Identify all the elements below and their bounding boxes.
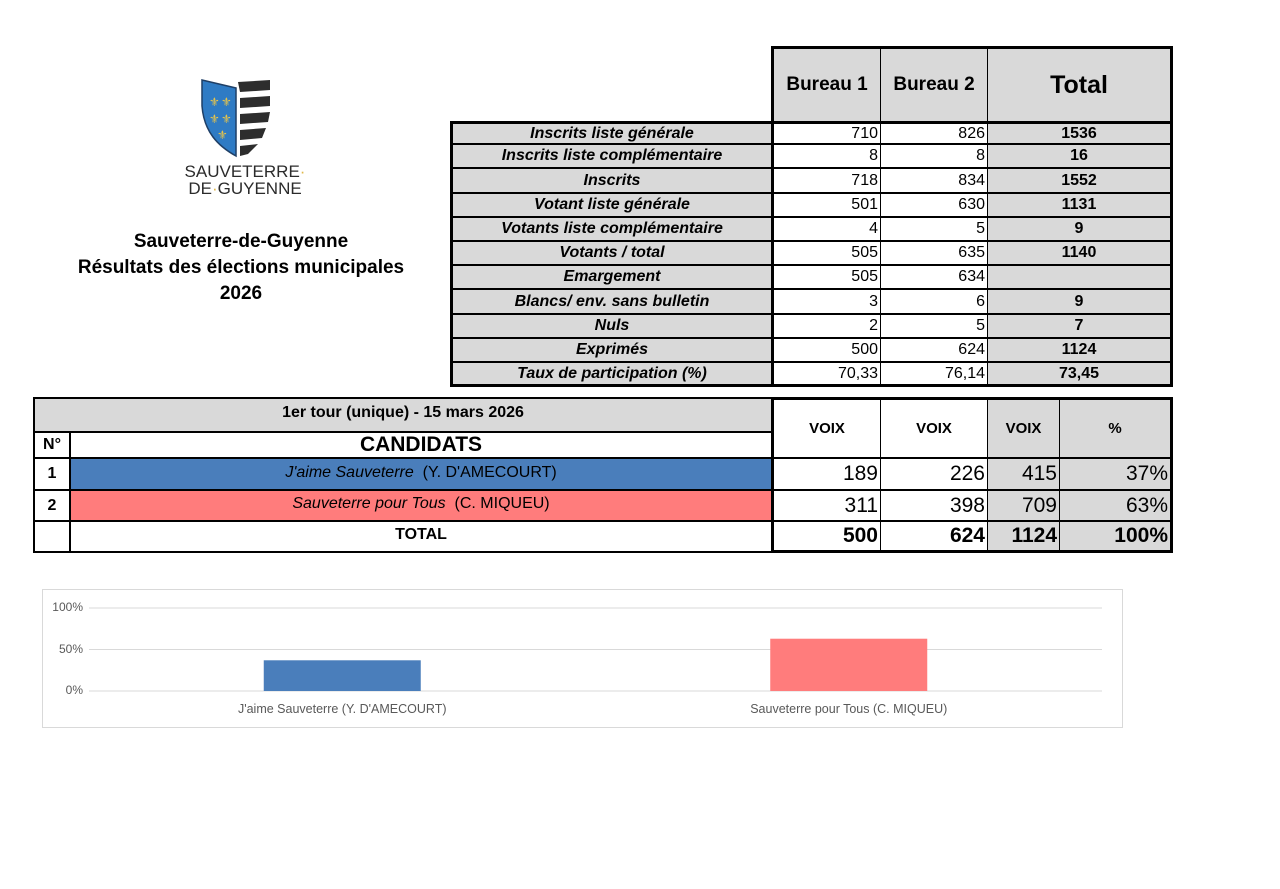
stats-row-bureau-1: 8 <box>771 145 881 169</box>
stats-row-bureau-2: 6 <box>881 290 988 315</box>
candidate-name <box>71 459 771 491</box>
candidate-voix: 709 <box>988 491 1060 522</box>
page-title <box>40 229 442 307</box>
stats-row-bureau-2: 76,14 <box>881 363 988 387</box>
voix-header-bureau-1: VOIX <box>771 397 881 459</box>
candidate-bureau-2: 398 <box>881 491 988 522</box>
total-bureau-1: 500 <box>771 522 881 553</box>
round-label: 1er tour (unique) - 15 mars 2026 <box>33 397 771 433</box>
bar-1 <box>264 660 421 691</box>
candidate-leader: (C. MIQUEU) <box>454 495 550 512</box>
stats-row-label: Nuls <box>450 315 771 339</box>
logo-text-line1: SAUVETERRE· <box>184 162 306 181</box>
stats-row-bureau-1: 4 <box>771 218 881 242</box>
stats-row-label: Exprimés <box>450 339 771 363</box>
stats-row-total: 16 <box>988 145 1173 169</box>
candidate-bureau-2: 226 <box>881 459 988 491</box>
x-category-label: J'aime Sauveterre (Y. D'AMECOURT) <box>237 702 447 716</box>
stats-row-bureau-1: 710 <box>771 121 881 145</box>
header-bureau-2: Bureau 2 <box>881 46 988 121</box>
stats-row-bureau-2: 634 <box>881 266 988 290</box>
stats-row-label: Votants / total <box>450 242 771 266</box>
results-chart <box>42 589 1123 728</box>
svg-text:⚜: ⚜ <box>209 95 220 109</box>
logo-text-line2: DE·GUYENNE <box>188 179 302 198</box>
stats-row-bureau-1: 3 <box>771 290 881 315</box>
svg-text:⚜: ⚜ <box>217 128 228 142</box>
voix-header-total: VOIX <box>988 397 1060 459</box>
logo <box>160 76 330 201</box>
candidate-name <box>71 491 771 522</box>
stats-row-total: 1536 <box>988 121 1173 145</box>
bar-2 <box>770 639 927 691</box>
stats-row-total: 73,45 <box>988 363 1173 387</box>
stats-row-total: 1552 <box>988 169 1173 194</box>
title-year: 2026 <box>219 283 263 304</box>
candidate-num: 1 <box>33 459 71 491</box>
candidate-voix: 415 <box>988 459 1060 491</box>
stats-row-bureau-1: 70,33 <box>771 363 881 387</box>
title-subject: Résultats des élections municipales <box>77 257 405 278</box>
total-num-cell <box>33 522 71 553</box>
stats-row-bureau-1: 2 <box>771 315 881 339</box>
svg-text:⚜: ⚜ <box>221 95 232 109</box>
stats-row-total: 1140 <box>988 242 1173 266</box>
stats-row-label: Emargement <box>450 266 771 290</box>
stats-row-label: Votants liste complémentaire <box>450 218 771 242</box>
stats-row-bureau-2: 630 <box>881 194 988 218</box>
total-voix: 1124 <box>988 522 1060 553</box>
title-town: Sauveterre-de-Guyenne <box>133 231 349 252</box>
stats-row-total <box>988 266 1173 290</box>
y-tick-label: 100% <box>52 600 83 614</box>
num-header: N° <box>33 433 71 459</box>
total-pct: 100% <box>1060 522 1173 553</box>
header-total: Total <box>988 46 1173 121</box>
stats-row-bureau-2: 635 <box>881 242 988 266</box>
stats-row-label: Votant liste générale <box>450 194 771 218</box>
stats-row-label: Inscrits liste générale <box>450 121 771 145</box>
stats-row-total: 9 <box>988 218 1173 242</box>
stats-row-bureau-2: 624 <box>881 339 988 363</box>
stats-row-bureau-1: 718 <box>771 169 881 194</box>
candidate-list: Sauveterre pour Tous <box>292 495 446 512</box>
y-tick-label: 0% <box>65 683 83 697</box>
stats-row-total: 9 <box>988 290 1173 315</box>
candidate-num: 2 <box>33 491 71 522</box>
shield-icon <box>200 76 272 158</box>
stats-row-bureau-1: 505 <box>771 266 881 290</box>
pct-header: % <box>1060 397 1173 459</box>
svg-text:⚜: ⚜ <box>221 112 232 126</box>
svg-text:⚜: ⚜ <box>209 112 220 126</box>
candidate-pct: 63% <box>1060 491 1173 522</box>
stats-row-label: Blancs/ env. sans bulletin <box>450 290 771 315</box>
stats-row-total: 7 <box>988 315 1173 339</box>
candidate-bureau-1: 189 <box>771 459 881 491</box>
stats-row-bureau-1: 500 <box>771 339 881 363</box>
candidate-list: J'aime Sauveterre <box>285 463 414 481</box>
header-bureau-1: Bureau 1 <box>771 46 881 121</box>
stats-row-total: 1124 <box>988 339 1173 363</box>
voix-header-bureau-2: VOIX <box>881 397 988 459</box>
stats-row-total: 1131 <box>988 194 1173 218</box>
stats-row-bureau-2: 834 <box>881 169 988 194</box>
total-label: TOTAL <box>71 522 771 553</box>
stats-row-bureau-2: 826 <box>881 121 988 145</box>
candidate-bureau-1: 311 <box>771 491 881 522</box>
candidates-header: CANDIDATS <box>71 433 771 459</box>
stats-row-label: Taux de participation (%) <box>450 363 771 387</box>
stats-row-label: Inscrits <box>450 169 771 194</box>
total-bureau-2: 624 <box>881 522 988 553</box>
x-category-label: Sauveterre pour Tous (C. MIQUEU) <box>750 702 948 716</box>
stats-row-bureau-1: 505 <box>771 242 881 266</box>
stats-row-bureau-1: 501 <box>771 194 881 218</box>
stats-row-bureau-2: 5 <box>881 315 988 339</box>
candidate-pct: 37% <box>1060 459 1173 491</box>
stats-row-label: Inscrits liste complémentaire <box>450 145 771 169</box>
stats-row-bureau-2: 5 <box>881 218 988 242</box>
candidate-leader: (Y. D'AMECOURT) <box>422 463 557 481</box>
y-tick-label: 50% <box>58 641 83 656</box>
stats-row-bureau-2: 8 <box>881 145 988 169</box>
